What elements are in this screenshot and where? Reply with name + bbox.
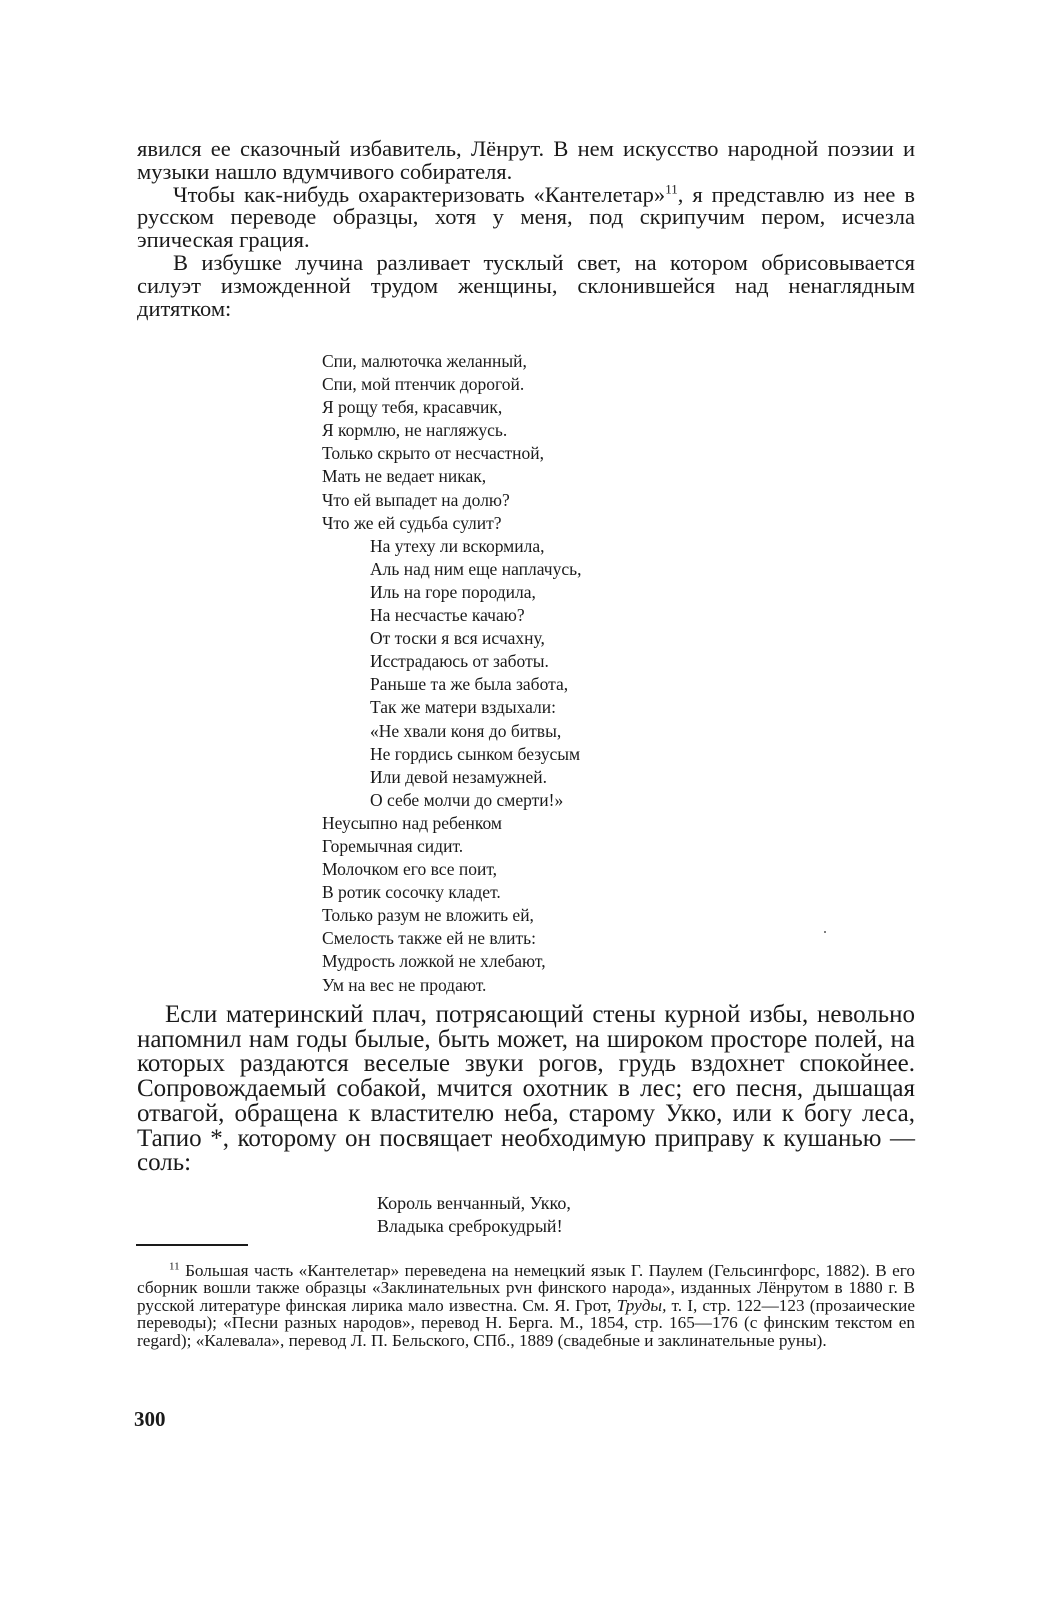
intro-paragraph-2-start: Чтобы как-нибудь охарактеризовать «Кантелетар» xyxy=(173,181,666,207)
verse-line: Что ей выпадет на долю? xyxy=(322,489,510,510)
intro-text xyxy=(137,138,915,320)
verse-line: Спи, мой птенчик дорогой. xyxy=(322,374,525,395)
verse-line: Неусыпно над ребенком xyxy=(322,812,502,833)
intro-paragraph-2 xyxy=(137,181,916,253)
verse-line: Смелость также ей не влить: xyxy=(322,928,536,949)
footnote-paragraph xyxy=(137,1262,915,1349)
footnote-reference: 11 xyxy=(665,181,678,197)
verse-line: Мудрость ложкой не хлебают, xyxy=(322,951,546,972)
verse-line-indented: «Не хвали коня до битвы, xyxy=(370,720,562,741)
footnote-text-start: Большая часть «Кантелетар» переведена на немецкий язык Г. Паулем (Гельсингфорс, 1882). В его сборник вошли также образцы «Заклинательных рvн финского народа», изданных Лёнрутом в 1880 г. В русской литературе финская лирика мало известна. См. Я. Грот, xyxy=(137,1261,916,1315)
verse-line: В ротик сосочку кладет. xyxy=(322,882,501,903)
verse-line: Только скрыто от несчастной, xyxy=(322,443,545,464)
verse-line-indented: О себе молчи до смерти!» xyxy=(370,789,564,810)
verse-line: Спи, малюточка желанный, xyxy=(322,351,527,371)
intro-paragraph-1: явился ее сказочный избавитель, Лёнрут. В нем искусство народной поэзии и музыки нашло вдумчивого собирателя. xyxy=(137,136,915,184)
verse-line: Молочком его все поит, xyxy=(322,859,498,880)
intro-paragraph-3: В избушке лучина разливает тусклый свет, на котором обрисовывается силуэт изможденной трудом женщины, склонившейся над ненаглядным дитятком: xyxy=(137,249,915,321)
footnote-italic-title: Труды, xyxy=(616,1295,667,1315)
verse-line-indented: От тоски я вся исчахну, xyxy=(370,628,545,649)
page-number: 300 xyxy=(134,1407,166,1431)
verse-line-indented: На несчастье качаю? xyxy=(370,605,525,626)
verse-line-indented: Иль на горе породила, xyxy=(370,581,536,602)
lullaby-poem xyxy=(322,350,842,997)
verse-line: Я кормлю, не нагляжусь. xyxy=(322,420,508,441)
verse-line: Владыка среброкудрый! xyxy=(377,1216,563,1236)
footnote-text-end: т. I, стр. 122—123 (прозаические переводы); «Песни разных народов», перевод Н. Берга. М., 1854, стр. 165—176 (с финским текстом en regard); «Калевала», перевод Л. П. Бельского, СПб., 1889 (свадебные и заклинательные руны). xyxy=(137,1295,915,1350)
verse-line: Горемычная сидит. xyxy=(322,835,464,856)
verse-line: Только разум не вложить ей, xyxy=(322,905,534,926)
verse-line-indented: Не гордись сынком безусым xyxy=(370,743,581,764)
hunter-text xyxy=(137,1003,915,1176)
footnote-divider xyxy=(136,1244,248,1246)
intro-paragraph-2-end: , я представлю из нее в русском переводе образцы, хотя у меня, под скрипучим пером, исчезла эпическая грация. xyxy=(137,181,916,253)
verse-line-indented: Исстрадаюсь от заботы. xyxy=(370,651,549,672)
verse-line-indented: Так же матери вздыхали: xyxy=(370,697,556,718)
hunter-paragraph: Если материнский плач, потрясающий стены курной избы, невольно напомнил нам годы былые, быть может, на широком просторе полей, на которых раздаются веселые звуки рогов, грудь вздохнет спокойнее. Сопровождаемый собакой, мчится охотник в лес; его песня, дышащая отвагой, обращена к властителю неба, старому Укко, или к богу леса, Тапио *, которому он посвящает необходимую приправу к кушанью — соль: xyxy=(137,1001,915,1177)
verse-line-indented: На утеху ли вскормила, xyxy=(370,535,545,556)
footnote-mark: 11 xyxy=(169,1260,180,1273)
verse-line-indented: Или девой незамужней. xyxy=(370,766,547,787)
verse-line: Что же ей судьба сулит? xyxy=(322,512,502,533)
verse-line-indented: Раньше та же была забота, xyxy=(370,674,569,695)
footnote xyxy=(137,1262,915,1349)
verse-line: Ум на вес не продают. xyxy=(322,974,487,995)
verse-line: Мать не ведает никак, xyxy=(322,466,487,487)
verse-line: Король венчанный, Укко, xyxy=(377,1193,571,1213)
hunter-song xyxy=(377,1192,571,1238)
print-speck xyxy=(824,931,826,933)
verse-line: Я рощу тебя, красавчик, xyxy=(322,397,503,418)
verse-line-indented: Аль над ним еще наплачусь, xyxy=(370,558,582,579)
